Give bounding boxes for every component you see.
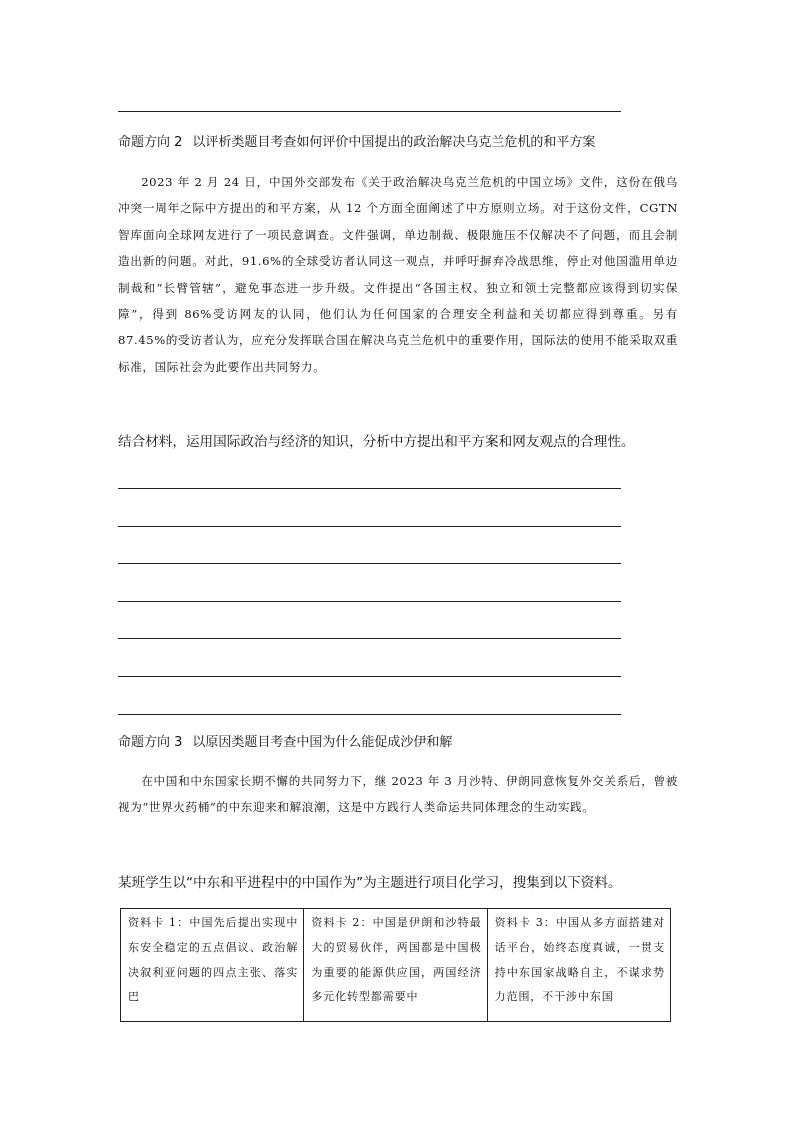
section-3-number: 命题方向 3 [118, 735, 183, 750]
section-3-heading [118, 734, 452, 752]
answer-line [118, 638, 621, 639]
answer-line [118, 563, 621, 564]
section-3-material: 在中国和中东国家长期不懈的共同努力下，继 2023 年 3 月沙特、伊朗同意恢复外交关系后，曾被视为“世界火药桶”的中东迎来和解浪潮，这是中方践行人类命运共同体理念的生动实践。 [118, 774, 678, 815]
section-2-material: 2023 年 2 月 24 日，中国外交部发布《关于政治解决乌克兰危机的中国立场》文件，这份在俄乌冲突一周年之际中方提出的和平方案，从 12 个方面全面阐述了中方原则立场。对于这份文件，CGTN 智库面向全球网友进行了一项民意调查。文件强调，单边制裁、极限施压不仅解决不了问题，而且会制造出新的问题。对此，91.6%的全球受访者认同这一观点，并呼吁摒弃冷战思维，停止对他国滥用单边制裁和“长臂管辖”，避免事态进一步升级。文件提出“各国主权、独立和领土完整都应该得到切实保障”，得到 86%受访网友的认同，他们认为任何国家的合理安全利益和关切都应得到尊重。另有 87.45%的受访者认为，应充分发挥联合国在解决乌克兰危机中的重要作用，国际法的使用不能采取双重标准，国际社会为此要作出共同努力。 [118, 175, 678, 374]
answer-line [118, 488, 621, 489]
top-answer-line [118, 111, 621, 112]
answer-lines [118, 488, 621, 751]
answer-line [118, 526, 621, 527]
material-card-1: 资料卡 1：中国先后提出实现中东安全稳定的五点倡议、政治解决叙利亚问题的四点主张、落实巴 [128, 916, 299, 1004]
section-2-question: 结合材料，运用国际政治与经济的知识，分析中方提出和平方案和网友观点的合理性。 [118, 434, 635, 450]
section-2-title: 以评析类题目考查如何评价中国提出的政治解决乌克兰危机的和平方案 [192, 135, 596, 150]
section-3-intro: 某班学生以“中东和平进程中的中国作为”为主题进行项目化学习，搜集到以下资料。 [118, 875, 622, 891]
section-3-title: 以原因类题目考查中国为什么能促成沙伊和解 [192, 735, 453, 750]
answer-line [118, 676, 621, 677]
section-2-heading [118, 134, 595, 152]
material-card-3: 资料卡 3：中国从多方面搭建对话平台，始终态度真诚，一贯支持中东国家战略自主，不谋求势力范围，不干涉中东国 [487, 909, 670, 1021]
material-card-2: 资料卡 2：中国是伊朗和沙特最大的贸易伙伴，两国都是中国极为重要的能源供应国，两国经济多元化转型都需要中 [303, 909, 486, 1021]
material-cards-table [120, 908, 671, 1022]
answer-line [118, 714, 621, 715]
section-2-number: 命题方向 2 [118, 135, 183, 150]
answer-line [118, 601, 621, 602]
